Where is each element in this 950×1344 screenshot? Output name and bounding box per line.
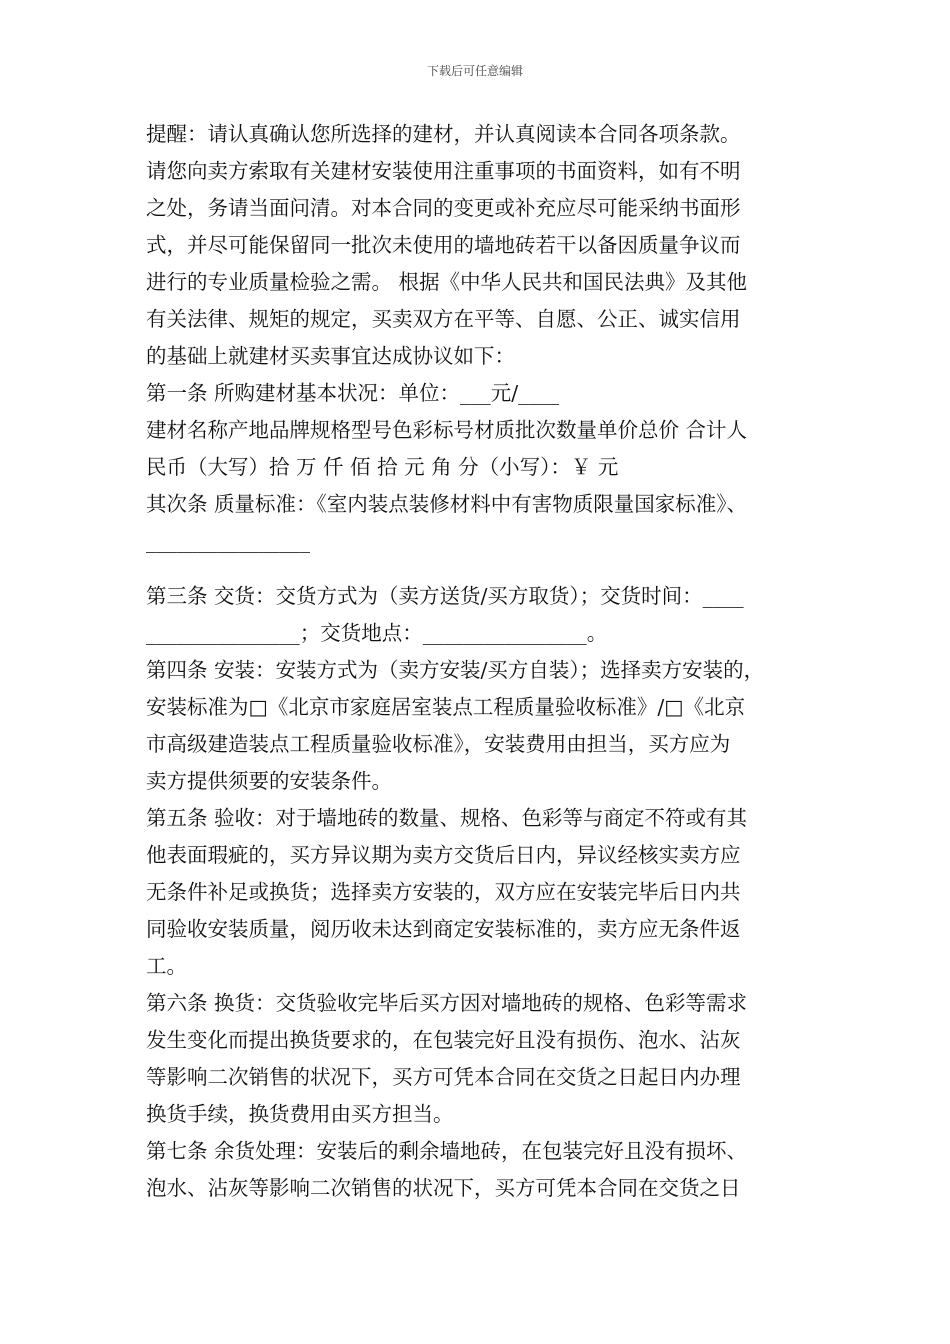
text-line: 民币（大写）拾 万 仟 佰 拾 元 角 分（小写）：￥ 元	[146, 455, 619, 479]
text-line: 进行的专业质量检验之需。 根据《中华人民共和国民法典》及其他	[146, 270, 748, 294]
document-body	[146, 116, 826, 1207]
text-line: 无条件补足或换货；选择卖方安装的，双方应在安装完毕后日内共	[146, 880, 741, 904]
text-line: 等影响二次销售的状况下，买方可凭本合同在交货之日起日内办理	[146, 1065, 741, 1089]
text-line: 同验收安装质量，阅历收未达到商定安装标准的，卖方应无条件返	[146, 917, 741, 941]
text-line: 工。	[146, 954, 187, 978]
article-6-heading: 第六条 换货：交货验收完毕后买方因对墙地砖的规格、色彩等需求	[146, 991, 748, 1015]
text-line: 的基础上就建材买卖事宜达成协议如下：	[146, 344, 515, 368]
text-line: 他表面瑕疵的，买方异议期为卖方交货后日内，异议经核实卖方应	[146, 843, 741, 867]
text-line: 市高级建造装点工程质量验收标准》，安装费用由担当，买方应为	[146, 732, 731, 756]
article-7-heading: 第七条 余货处理：安装后的剩余墙地砖，在包装完好且没有损坏、	[146, 1139, 748, 1163]
text-line: 发生变化而提出换货要求的，在包装完好且没有损伤、泡水、沾灰	[146, 1028, 741, 1052]
text-line: 建材名称产地品牌规格型号色彩标号材质批次数量单价总价 合计人	[146, 418, 748, 442]
article-3-heading: 第三条 交货：交货方式为（卖方送货/买方取货）；交货时间：____	[146, 584, 744, 608]
text-line: 提醒：请认真确认您所选择的建材，并认真阅读本合同各项条款。	[146, 122, 741, 146]
text-line: 请您向卖方索取有关建材安装使用注重事项的书面资料，如有不明	[146, 159, 741, 183]
article-2-heading: 其次条 质量标准：《室内装点装修材料中有害物质限量国家标准》、	[146, 492, 748, 516]
text-line: _______________；交货地点：________________。	[146, 621, 608, 645]
article-4-heading: 第四条 安装：安装方式为（卖方安装/买方自装）；选择卖方安装的，	[146, 658, 765, 682]
text-line: 换货手续，换货费用由买方担当。	[146, 1102, 454, 1126]
text-line: 卖方提供须要的安装条件。	[146, 769, 392, 793]
page-header: 下载后可任意编辑	[426, 64, 523, 78]
text-line: 安装标准为□《北京市家庭居室装点工程质量验收标准》/□《北京	[146, 695, 746, 719]
text-line: 有关法律、规矩的规定，买卖双方在平等、自愿、公正、诚实信用	[146, 307, 741, 331]
blank-underline: ________________	[146, 529, 310, 553]
text-line: 泡水、沾灰等影响二次销售的状况下，买方可凭本合同在交货之日	[146, 1176, 741, 1200]
article-1-heading: 第一条 所购建材基本状况：单位：___元/____	[146, 381, 560, 405]
text-line: 式，并尽可能保留同一批次未使用的墙地砖若干以备因质量争议而	[146, 233, 741, 257]
text-line: 之处，务请当面问清。对本合同的变更或补充应尽可能采纳书面形	[146, 196, 741, 220]
article-5-heading: 第五条 验收：对于墙地砖的数量、规格、色彩等与商定不符或有其	[146, 806, 748, 830]
